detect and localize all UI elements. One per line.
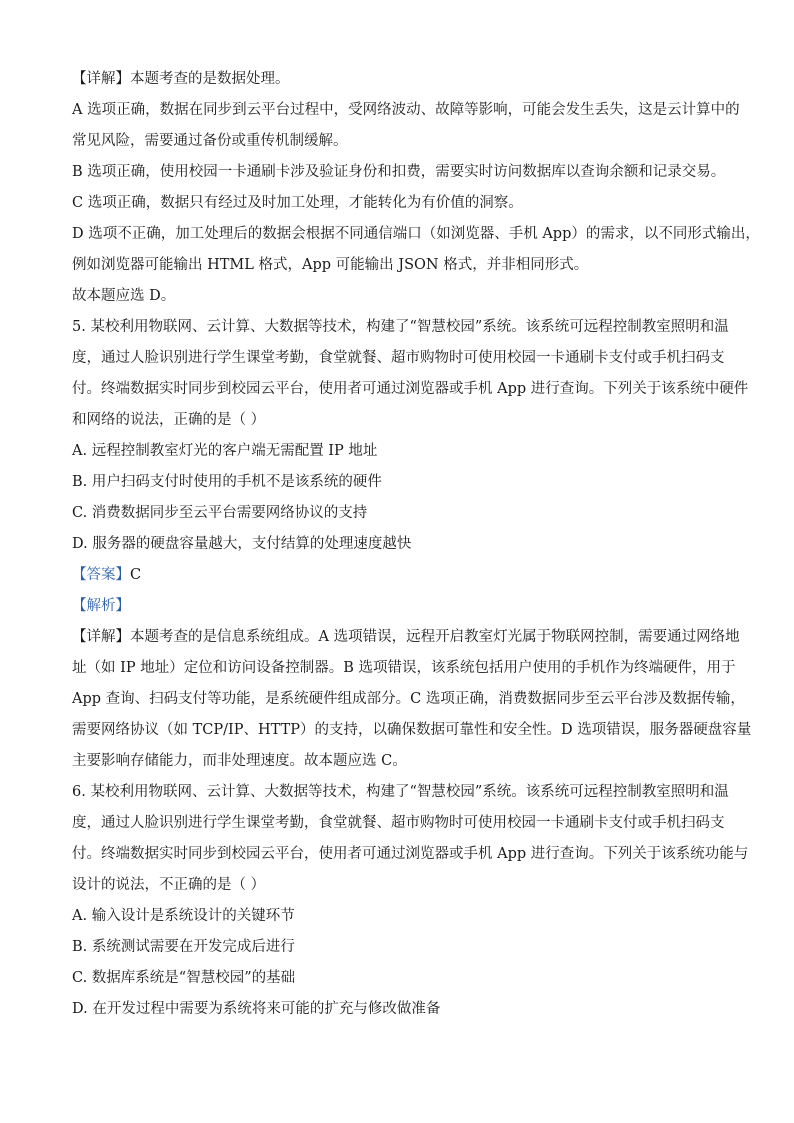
q5-analysis-heading [72, 591, 734, 622]
q5-stem-line: 付。终端数据实时同步到校园云平台，使用者可通过浏览器或手机 App 进行查询。下列关于该系统中硬件 [72, 381, 749, 397]
q5-detail-line: App 查询、扫码支付等功能，是系统硬件组成部分。C 选项正确，消费数据同步至云平台涉及数据传输， [72, 691, 745, 707]
q4-detail-line: C 选项正确，数据只有经过及时加工处理，才能转化为有价值的洞察。 [72, 195, 523, 211]
q6-stem-line: 设计的说法，不正确的是（ ） [72, 877, 266, 893]
detail-tag: 【详解】 [72, 629, 130, 645]
q6-stem-line: 6. 某校利用物联网、云计算、大数据等技术，构建了“智慧校园”系统。该系统可远程控制教室照明和温 [72, 784, 729, 800]
q6-option-b: B. 系统测试需要在开发完成后进行 [72, 939, 295, 955]
q5-stem-line: 和网络的说法，正确的是（ ） [72, 412, 266, 428]
q4-detail-line: D 选项不正确，加工处理后的数据会根据不同通信端口（如浏览器、手机 App）的需求，以不同形式输出， [72, 226, 760, 242]
q4-detail-line: B 选项正确，使用校园一卡通刷卡涉及验证身份和扣费，需要实时访问数据库以查询余额和记录交易。 [72, 164, 726, 180]
q5-stem-line: 5. 某校利用物联网、云计算、大数据等技术，构建了“智慧校园”系统。该系统可远程控制教室照明和温 [72, 319, 729, 335]
q5-detail-line: 址（如 IP 地址）定位和访问设备控制器。B 选项错误，该系统包括用户使用的手机作为终端硬件，用于 [72, 660, 736, 676]
answer-value: C [130, 567, 142, 583]
q4-detail-intro [72, 64, 734, 95]
q5-detail-line: 主要影响存储能力，而非处理速度。故本题应选 C。 [72, 753, 407, 769]
q4-detail-line: 例如浏览器可能输出 HTML 格式，App 可能输出 JSON 格式，并非相同形式。 [72, 257, 589, 273]
q5-detail-line: 需要网络协议（如 TCP/IP、HTTP）的支持，以确保数据可靠性和安全性。D 选项错误，服务器硬盘容量 [72, 722, 752, 738]
q6-option-d: D. 在开发过程中需要为系统将来可能的扩充与修改做准备 [72, 1001, 441, 1017]
q6-option-a: A. 输入设计是系统设计的关键环节 [72, 908, 295, 924]
q4-detail-intro-text: 本题考查的是数据处理。 [130, 71, 290, 87]
q5-detail-line [72, 622, 740, 653]
document-page [72, 64, 760, 1025]
q6-stem-line: 度，通过人脸识别进行学生课堂考勤，食堂就餐、超市购物时可使用校园一卡通刷卡支付或手机扫码支 [72, 815, 725, 831]
analysis-tag: 【解析】 [72, 598, 130, 614]
q5-option-d: D. 服务器的硬盘容量越大，支付结算的处理速度越快 [72, 536, 412, 552]
q4-detail-line: 常见风险，需要通过备份或重传机制缓解。 [72, 133, 348, 149]
q4-detail-line: A 选项正确，数据在同步到云平台过程中，受网络波动、故障等影响，可能会发生丢失，这是云计算中的 [72, 102, 740, 118]
q5-answer [72, 560, 734, 591]
q4-conclusion: 故本题应选 D。 [72, 288, 176, 304]
q5-option-b: B. 用户扫码支付时使用的手机不是该系统的硬件 [72, 474, 382, 490]
q5-stem-line: 度，通过人脸识别进行学生课堂考勤，食堂就餐、超市购物时可使用校园一卡通刷卡支付或手机扫码支 [72, 350, 725, 366]
q5-option-a: A. 远程控制教室灯光的客户端无需配置 IP 地址 [72, 443, 378, 459]
q6-option-c: C. 数据库系统是“智慧校园”的基础 [72, 970, 296, 986]
q5-detail-text: 本题考查的是信息系统组成。A 选项错误，远程开启教室灯光属于物联网控制，需要通过网络地 [130, 629, 740, 645]
answer-tag: 【答案】 [72, 567, 130, 583]
detail-tag: 【详解】 [72, 71, 130, 87]
q6-stem-line: 付。终端数据实时同步到校园云平台，使用者可通过浏览器或手机 App 进行查询。下列关于该系统功能与 [72, 846, 749, 862]
q5-option-c: C. 消费数据同步至云平台需要网络协议的支持 [72, 505, 368, 521]
